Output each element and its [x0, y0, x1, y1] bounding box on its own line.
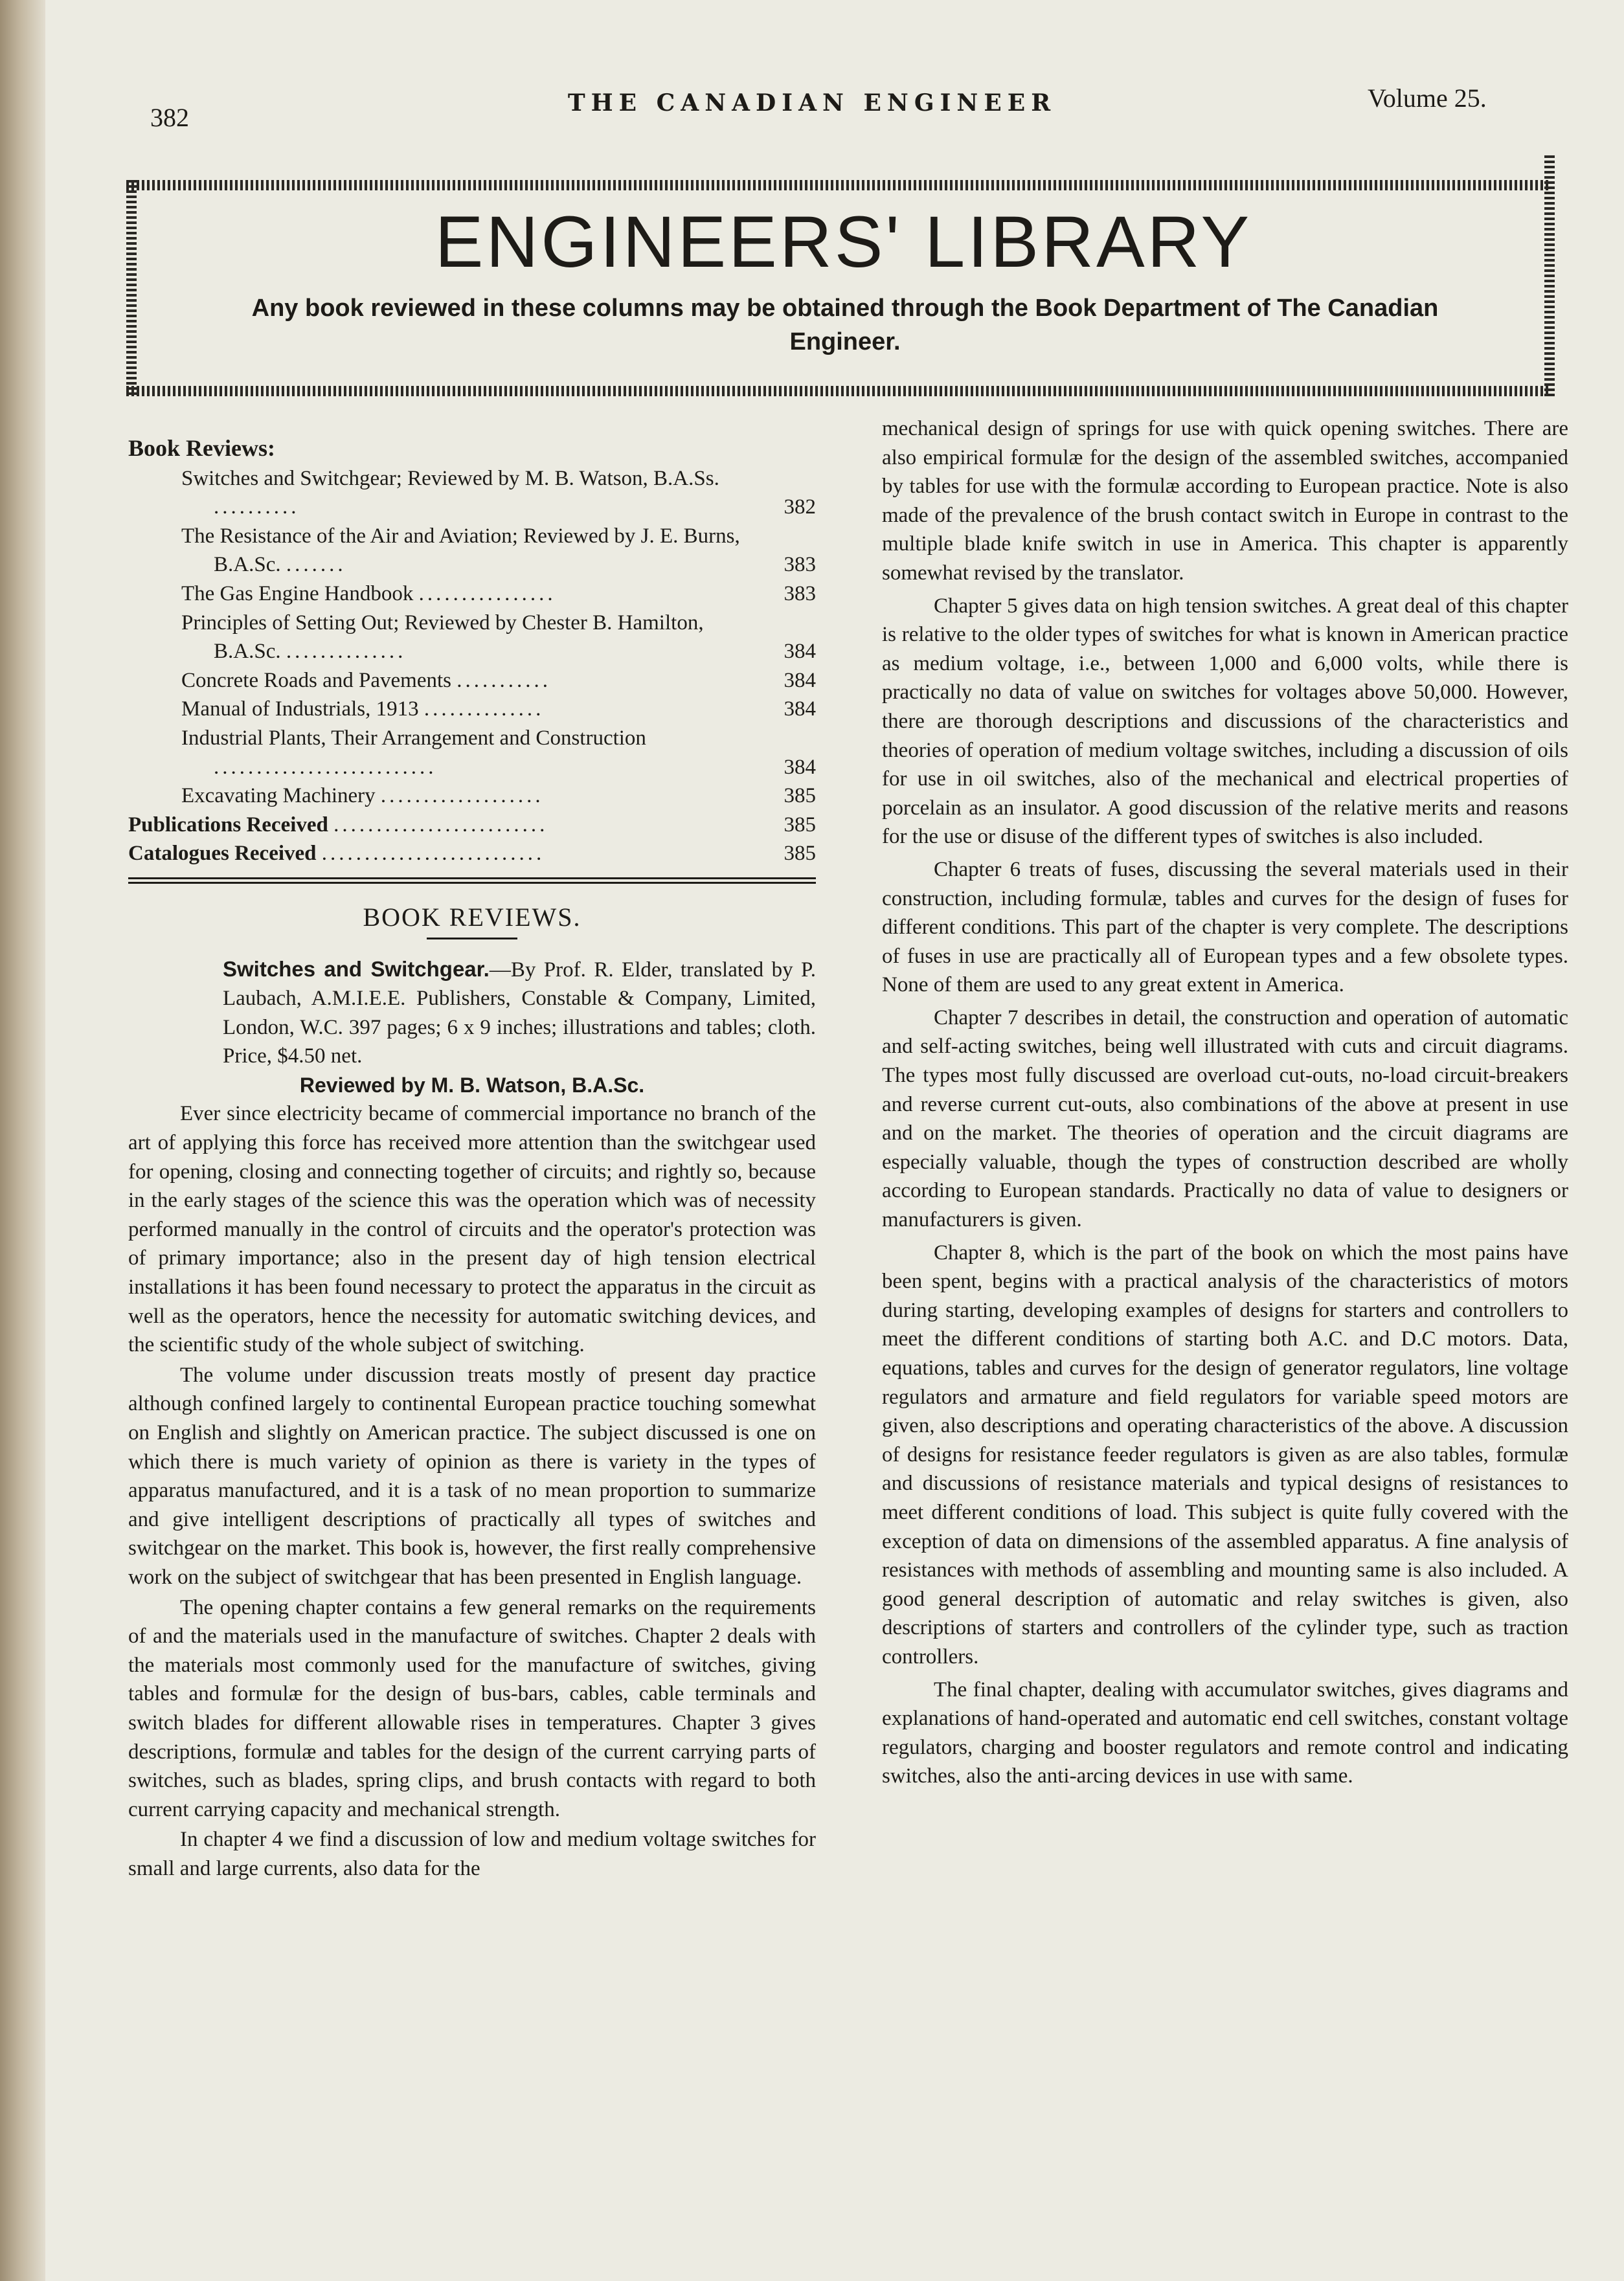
banner-top-rule: [126, 180, 1551, 190]
toc-entry: Excavating Machinery ................... 385: [128, 781, 816, 811]
review-paragraph: The opening chapter contains a few general remarks on the requirements of and the materials used in the manufacture of switches. Chapter 2 deals with the materials most commonly used for the manufacture of switches, giving tables and formulæ for the design of bus-bars, cables, cable terminals and switch blades for different allowable rises in temperatures. Chapter 3 gives descriptions, formulæ and tables for the design of the current carrying parts of switches, such as blades, spring clips, and brush contacts with regard to both current carrying capacity and mechanical strength.: [128, 1595, 816, 1821]
banner-title: ENGINEERS' LIBRARY: [434, 201, 1252, 282]
section-title: BOOK REVIEWS.: [363, 902, 581, 932]
book-title: Switches and Switchgear.: [223, 956, 490, 981]
toc-entry-page: 383: [784, 581, 816, 605]
toc-entry: Switches and Switchgear; Reviewed by M. B. Watson, B.A.Ss. .......... 382: [128, 464, 816, 522]
reviewer-line: Reviewed by M. B. Watson, B.A.Sc.: [299, 1073, 645, 1097]
toc-entry: Manual of Industrials, 1913 .............. 384: [128, 695, 816, 724]
review-paragraph: In chapter 4 we find a discussion of low and medium voltage switches for small and large currents, also data for the: [128, 1828, 816, 1880]
toc-entry-page: 384: [784, 697, 816, 721]
toc-entry-text: Switches and Switchgear; Reviewed by M. B. Watson, B.A.Ss.: [181, 466, 719, 490]
toc-main-entry: Publications Received ......................... 385: [128, 811, 816, 840]
toc-entry-text: The Gas Engine Handbook: [181, 581, 414, 605]
section-rule: [427, 938, 517, 939]
review-paragraph: mechanical design of springs for use with quick opening switches. There are also empirical formulæ for the design of the assembled switches, accompanied by tables for use with the formulæ according to European practice. Note is also made of the prevalence of the brush contact switch in Europe in contrast to the multiple blade knife switch in use in America. This chapter is apparently somewhat revised by the translator.: [882, 417, 1568, 585]
review-paragraph: The final chapter, dealing with accumulator switches, gives diagrams and explanations of hand-operated and automatic end cell switches, constant voltage regulators, charging and booster regulators and remote control and indicating switches, also the anti-arcing devices in use with same.: [882, 1678, 1568, 1788]
toc-entry-page: 382: [784, 495, 816, 519]
toc-heading: Book Reviews:: [128, 435, 275, 461]
book-heading: [128, 955, 816, 1071]
toc-entry-text: Excavating Machinery: [181, 784, 376, 808]
review-paragraph: Ever since electricity became of commercial importance no branch of the art of applying this force has received more attention than the switchgear used for opening, closing and connecting together of circuits; and rightly so, because in the early stages of the science this was the operation which was of necessity performed manually in the control of circuits and the operator's protection was of primary importance; also in the present day of high tension electrical installations it has been found necessary to protect the apparatus in the circuit as well as the operators, hence the necessity for automatic switching devices, and the scientific study of the whole subject of switching.: [128, 1102, 816, 1357]
volume-label: Volume 25.: [1368, 84, 1487, 113]
review-paragraph: Chapter 6 treats of fuses, discussing the several materials used in their construction, including formulæ, tables and curves for the design of fuses for different conditions. This part of the chapter is very complete. The descriptions of fuses in use are practically all of European types and a few obsolete types. None of them are used to any great extent in America.: [882, 857, 1568, 997]
toc-entry-text: Principles of Setting Out; Reviewed by Chester B. Hamilton, B.A.Sc.: [181, 611, 704, 664]
toc-entry-text: The Resistance of the Air and Aviation; Reviewed by J. E. Burns, B.A.Sc.: [181, 524, 740, 577]
banner-subtitle: Any book reviewed in these columns may be obtained through the Book Department of The Canadian Engineer.: [251, 295, 1439, 355]
toc-entry-page: 385: [784, 784, 816, 808]
toc-entry-text: Publications Received: [128, 813, 328, 837]
journal-title: THE CANADIAN ENGINEER: [567, 89, 1057, 117]
review-paragraph: The volume under discussion treats mostly of present day practice although confined largely to continental European practice touching somewhat on English and slightly on American practice. The subject discussed is one on which there is much variety of opinion as there is variety in the types of apparatus manufactured, and it is a task of no mean proportion to summarize and give intelligent descriptions of practically all types of switches and switchgear on the market. This book is, however, the first really comprehensive work on the subject of switchgear that has been presented in English language.: [128, 1363, 816, 1589]
toc-entry: The Gas Engine Handbook ................ 383: [128, 579, 816, 609]
book-details: —By Prof. R. Elder, translated by P. Laubach, A.M.I.E.E. Publishers, Constable & Company, Limited, London, W.C. 397 pages; 6 x 9 inches; illustrations and tables; cloth. Price, $4.50 net.: [223, 958, 816, 1068]
toc-entry-text: Catalogues Received: [128, 842, 317, 866]
toc-entry-page: 384: [784, 640, 816, 664]
page-number: 382: [150, 103, 189, 132]
toc-entry-text: Manual of Industrials, 1913: [181, 697, 419, 721]
toc-entry: Concrete Roads and Pavements ........... 384: [128, 666, 816, 695]
toc-entry-text: Concrete Roads and Pavements: [181, 668, 451, 692]
toc-entry-text: Industrial Plants, Their Arrangement and Construction: [181, 726, 646, 750]
toc-divider: [128, 877, 816, 884]
right-column: [882, 414, 1568, 1795]
toc-entry-page: 384: [784, 668, 816, 692]
running-header: [0, 76, 1624, 135]
banner-bottom-rule: [126, 386, 1551, 396]
page-binding-shadow: [0, 0, 45, 2281]
toc-entry-page: 385: [784, 813, 816, 837]
toc-entry-page: 383: [784, 553, 816, 577]
review-paragraph: Chapter 8, which is the part of the book on which the most pains have been spent, begins with a practical analysis of the characteristics of motors during starting, developing examples of designs for starters and controllers to meet the different conditions of starting both A.C. and D.C motors. Data, equations, tables and curves for the design of generator regulators, line voltage regulators and armature and field regulators for variable speed motors are given, also descriptions and operating characteristics of the above. A discussion of designs for resistance feeder regulators is given as are also tables, formulæ and discussions of resistance materials and typical designs of resistances to meet different conditions of load. This subject is quite fully covered with the exception of data on dimensions of the assembled apparatus. A fine analysis of resistances with methods of assembling and mounting same is also included. A good general description of automatic and relay switches is given, also descriptions of starters and controllers of the cylinder type, such as traction controllers.: [882, 1241, 1568, 1669]
toc-entry: Industrial Plants, Their Arrangement and Construction .......................... 384: [128, 724, 816, 781]
toc-entry: The Resistance of the Air and Aviation; Reviewed by J. E. Burns, B.A.Sc. ....... 383: [128, 522, 816, 579]
toc-entry-page: 384: [784, 755, 816, 779]
review-paragraph: Chapter 7 describes in detail, the construction and operation of automatic and self-acting switches, being well illustrated with cuts and circuit diagrams. The types most fully discussed are overload cut-outs, no-load circuit-breakers and reverse current cut-outs, also combinations of the above at present in use and on the market. The theories of operation and the circuit diagrams are especially valuable, though the types of construction described are wholly according to European standards. Practically no data of value to designers or manufacturers is given.: [882, 1006, 1568, 1232]
toc-main-entry: Catalogues Received .......................... 385: [128, 839, 816, 868]
review-paragraph: Chapter 5 gives data on high tension switches. A great deal of this chapter is relative to the older types of switches for what is known in American practice as medium voltage, i.e., between 1,000 and 6,000 volts, while there is practically no data of value on switches for voltages above 50,000. However, there are thorough descriptions and discussions of the characteristics and theories of operation of medium voltage switches, including a discussion of oils for use in oil switches, also of the mechanical and electrical properties of porcelain as an insulator. A good discussion of the relative merits and reasons for the use or disuse of the different types of switches is also included.: [882, 594, 1568, 849]
toc-entry: Principles of Setting Out; Reviewed by Chester B. Hamilton, B.A.Sc. .............. 384: [128, 609, 816, 666]
toc-entry-page: 385: [784, 842, 816, 866]
left-column: [128, 434, 816, 1885]
